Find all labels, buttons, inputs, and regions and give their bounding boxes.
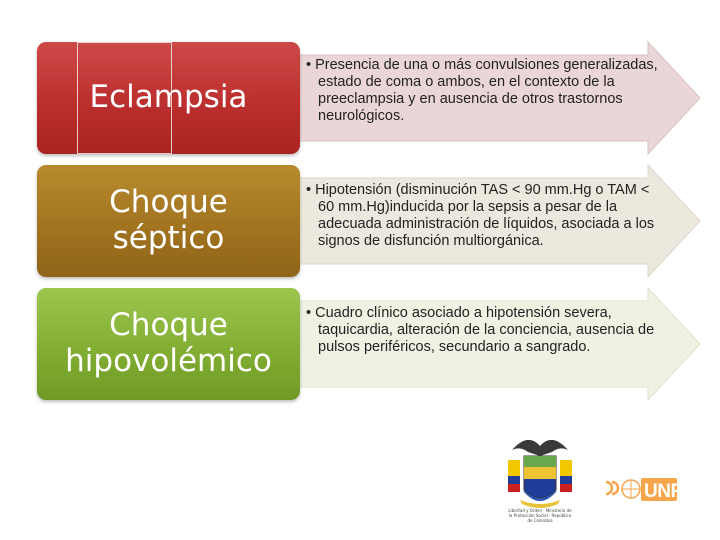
unfpa-wordmark: UNFPA [644, 481, 706, 502]
term-label: Eclampsia [89, 79, 248, 116]
seal-caption: Libertad y Orden · Ministerio de la Protección Social · República de Colombia [508, 508, 572, 523]
coat-of-arms-icon [508, 440, 572, 508]
definition-text: • Presencia de una o más convulsiones generalizadas, estado de coma o ambos, en el contexto de la preeclampsia y en ausencia de otros trastornos neurológicos. [306, 57, 658, 124]
definition-text: • Cuadro clínico asociado a hipotensión severa, taquicardia, alteración de la conciencia, ausencia de pulsos periféricos, secundario a sangrado. [306, 305, 655, 355]
term-label: Choque séptico [109, 184, 228, 256]
definition-text: • Hipotensión (disminución TAS < 90 mm.Hg o TAM < 60 mm.Hg)inducida por la sepsis a pesar de la adecuada administración de líquidos, asociada a los signos de disfunción multiorgánica. [306, 182, 655, 249]
term-label: Choque hipovolémico [65, 307, 272, 379]
